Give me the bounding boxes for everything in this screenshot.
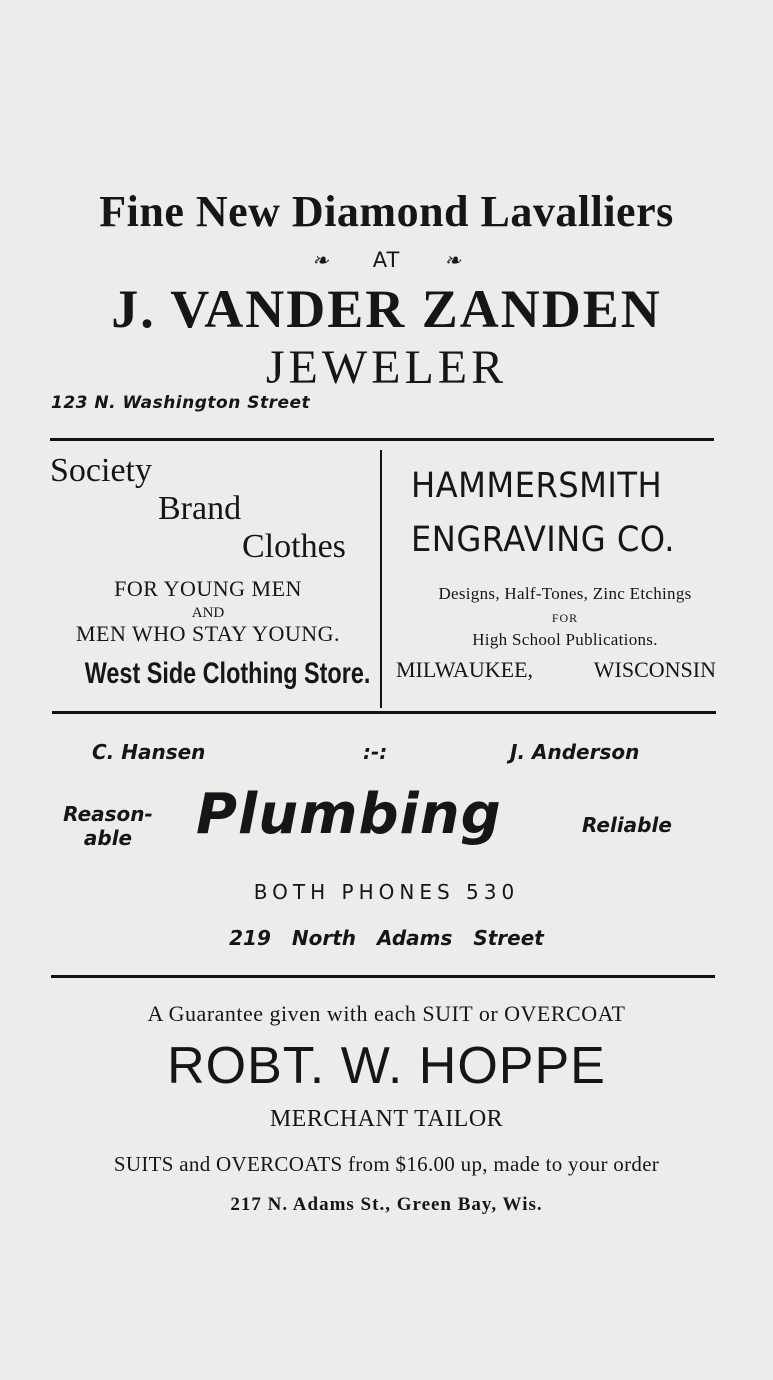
jeweler-headline: Fine New Diamond Lavalliers [99,187,674,236]
engraving-state: WISCONSIN [593,657,716,682]
clothing-store-name: West Side Clothing Store. [84,657,371,690]
plumbing-right-word: Reliable [582,813,672,837]
engraving-services: Designs, Half-Tones, Zinc Etchings [438,584,692,603]
at-label: AT [372,248,401,272]
engraving-purpose: High School Publications. [472,630,658,649]
clothing-society: Society [50,452,152,489]
clothing-tagline-1: FOR YOUNG MEN [114,576,302,601]
plumbing-partner-1: C. Hansen [92,740,206,764]
plumbing-left-word: Reason-able [63,802,153,850]
at-row [0,248,773,272]
right-ornament-icon: ❧ [444,248,462,272]
jeweler-name: J. VANDER ZANDEN [111,279,662,339]
tailor-guarantee: A Guarantee given with each SUIT or OVERCOAT [147,1001,626,1026]
clothing-tagline-2: AND [191,605,225,621]
engraving-for: FOR [551,611,579,625]
left-ornament-icon: ❧ [311,248,329,272]
jeweler-address: 123 N. Washington Street [51,393,311,413]
engraving-location [396,657,716,683]
tailor-trade: MERCHANT TAILOR [269,1106,504,1132]
clothing-brand: Brand [158,490,242,527]
divider-vertical [380,450,382,708]
divider-middle [52,711,716,714]
tailor-name: ROBT. W. HOPPE [167,1037,606,1095]
tailor-address: 217 N. Adams St., Green Bay, Wis. [230,1194,543,1215]
clothing-tagline-3: MEN WHO STAY YOUNG. [75,621,340,646]
plumbing-title: Plumbing [196,782,502,847]
clothing-clothes: Clothes [242,528,346,565]
engraving-city: MILWAUKEE, [396,657,534,682]
divider-top [50,438,714,441]
plumbing-partner-2: J. Anderson [510,740,640,764]
engraving-name-1: HAMMERSMITH [411,466,663,506]
jeweler-trade: JEWELER [265,341,508,394]
plumbing-separator: :-: [363,740,388,764]
divider-bottom [51,975,715,978]
tailor-offer: SUITS and OVERCOATS from $16.00 up, made to your order [113,1152,660,1176]
plumbing-phones: BOTH PHONES 530 [253,880,520,904]
plumbing-address: 219 North Adams Street [229,926,544,950]
engraving-name-2: ENGRAVING CO. [411,520,675,560]
